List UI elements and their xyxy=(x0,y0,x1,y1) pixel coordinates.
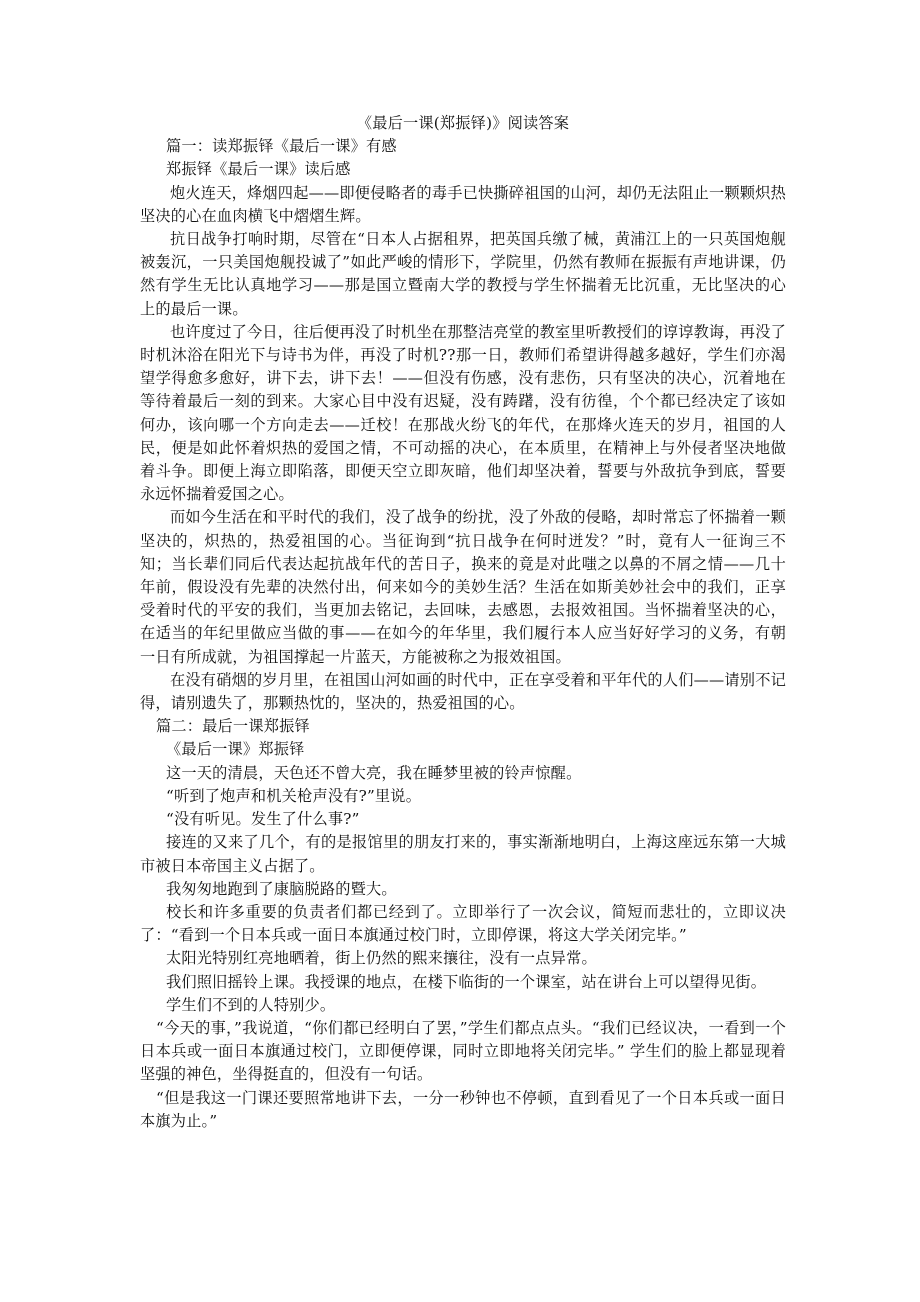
subheading: 郑振铎《最后一课》读后感 xyxy=(166,160,351,179)
paragraph: 而如今生活在和平时代的我们，没了战争的纷扰，没了外敌的侵略，却时常忘了怀揣着一颗坚决的，炽热的，热爱祖国的心。当征询到“抗日战争在何时迸发？”时，竟有人一征询三不知；当长辈们同后代表达起抗战年代的苦日子，换来的竟是对此嗤之以鼻的不屑之情——几十年前，假设没有先辈的决然付出，何来如今的美妙生活？生活在如斯美妙社会中的我们，正享受着时代的平安的我们，当更加去铭记，去回味，去感恩，去报效祖国。当怀揣着坚决的心，在适当的年纪里做应当做的事——在如今的年华里，我们履行本人应当好好学习的义务，有朝一日有所成就，为祖国撑起一片蓝天，方能被称之为报效祖国。 xyxy=(140,508,786,666)
paragraph: 接连的又来了几个，有的是报馆里的朋友打来的，事实渐渐地明白，上海这座远东第一大城市被日本帝国主义占据了。 xyxy=(140,833,786,875)
paragraph: 抗日战争打响时期，尽管在“日本人占据租界，把英国兵缴了械，黄浦江上的一只英国炮舰被轰沉，一只美国炮舰投诚了”如此严峻的情形下，学院里，仍然有教师在振振有声地讲课，仍然有学生无比认真地学习——那是国立暨南大学的教授与学生怀揣着无比沉重，无比坚决的心上的最后一课。 xyxy=(140,230,786,318)
section-heading: 篇一：读郑振铎《最后一课》有感 xyxy=(166,137,397,156)
paragraph: 学生们不到的人特别少。 xyxy=(166,995,336,1014)
paragraph: 炮火连天，烽烟四起——即便侵略者的毒手已快撕碎祖国的山河，却仍无法阻止一颗颗炽热坚决的心在血肉横飞中熠熠生辉。 xyxy=(140,183,786,225)
document-title: 《最后一课(郑振铎)》阅读答案 xyxy=(356,114,570,132)
paragraph: “但是我这一门课还要照常地讲下去，一分一秒钟也不停顿，直到看见了一个日本兵或一面日本旗为止。” xyxy=(140,1088,786,1130)
paragraph: “听到了炮声和机关枪声没有?”里说。 xyxy=(166,786,422,805)
paragraph: 我匆匆地跑到了康脑脱路的暨大。 xyxy=(166,879,397,898)
paragraph: 这一天的清晨，天色还不曾大亮，我在睡梦里被的铃声惊醒。 xyxy=(166,763,582,782)
section-heading: 篇二：最后一课郑振铎 xyxy=(156,717,310,736)
paragraph: 也许度过了今日，往后便再没了时机坐在那整洁亮堂的教室里听教授们的谆谆教诲，再没了时机沐浴在阳光下与诗书为伴，再没了时机??那一日，教师们希望讲得越多越好，学生们亦渴望学得愈多愈好，讲下去，讲下去！——但没有伤感，没有悲伤，只有坚决的决心，沉着地在等待着最后一刻的到来。大家心目中没有迟疑，没有踌躇，没有彷徨，个个都已经决定了该如何办，该向哪一个方向走去——迁校！在那战火纷飞的年代，在那烽火连天的岁月，祖国的人民，便是如此怀着炽热的爱国之情，不可动摇的决心，在本质里，在精神上与外侵者坚决地做着斗争。即便上海立即陷落，即便天空立即灰暗，他们却坚决着，誓要与外敌抗争到底，誓要永远怀揣着爱国之心。 xyxy=(140,322,786,504)
paragraph: 我们照旧摇铃上课。我授课的地点，在楼下临街的一个课室，站在讲台上可以望得见街。 xyxy=(166,972,767,991)
document-body xyxy=(140,112,786,1133)
paragraph: 太阳光特别红亮地晒着，街上仍然的熙来攘往，没有一点异常。 xyxy=(166,949,597,968)
paragraph: 在没有硝烟的岁月里，在祖国山河如画的时代中，正在享受着和平年代的人们——请别不记得，请别遗失了，那颗热忱的，坚决的，热爱祖国的心。 xyxy=(140,670,786,713)
paragraph: 校长和许多重要的负责者们都已经到了。立即举行了一次会议，简短而悲壮的，立即议决了：“看到一个日本兵或一面日本旗通过校门时，立即停课，将这大学关闭完毕。” xyxy=(140,902,786,945)
subheading: 《最后一课》郑振铎 xyxy=(166,740,305,759)
paragraph: “没有听见。发生了什么事?” xyxy=(166,810,360,829)
paragraph: “今天的事，”我说道，“你们都已经明白了罢，”学生们都点点头。“我们已经议决，一看到一个日本兵或一面日本旗通过校门，立即便停课，同时立即地将关闭完毕。” 学生们的脸上都显现着坚强的神色，坐得挺直的，但没有一句话。 xyxy=(140,1018,786,1084)
